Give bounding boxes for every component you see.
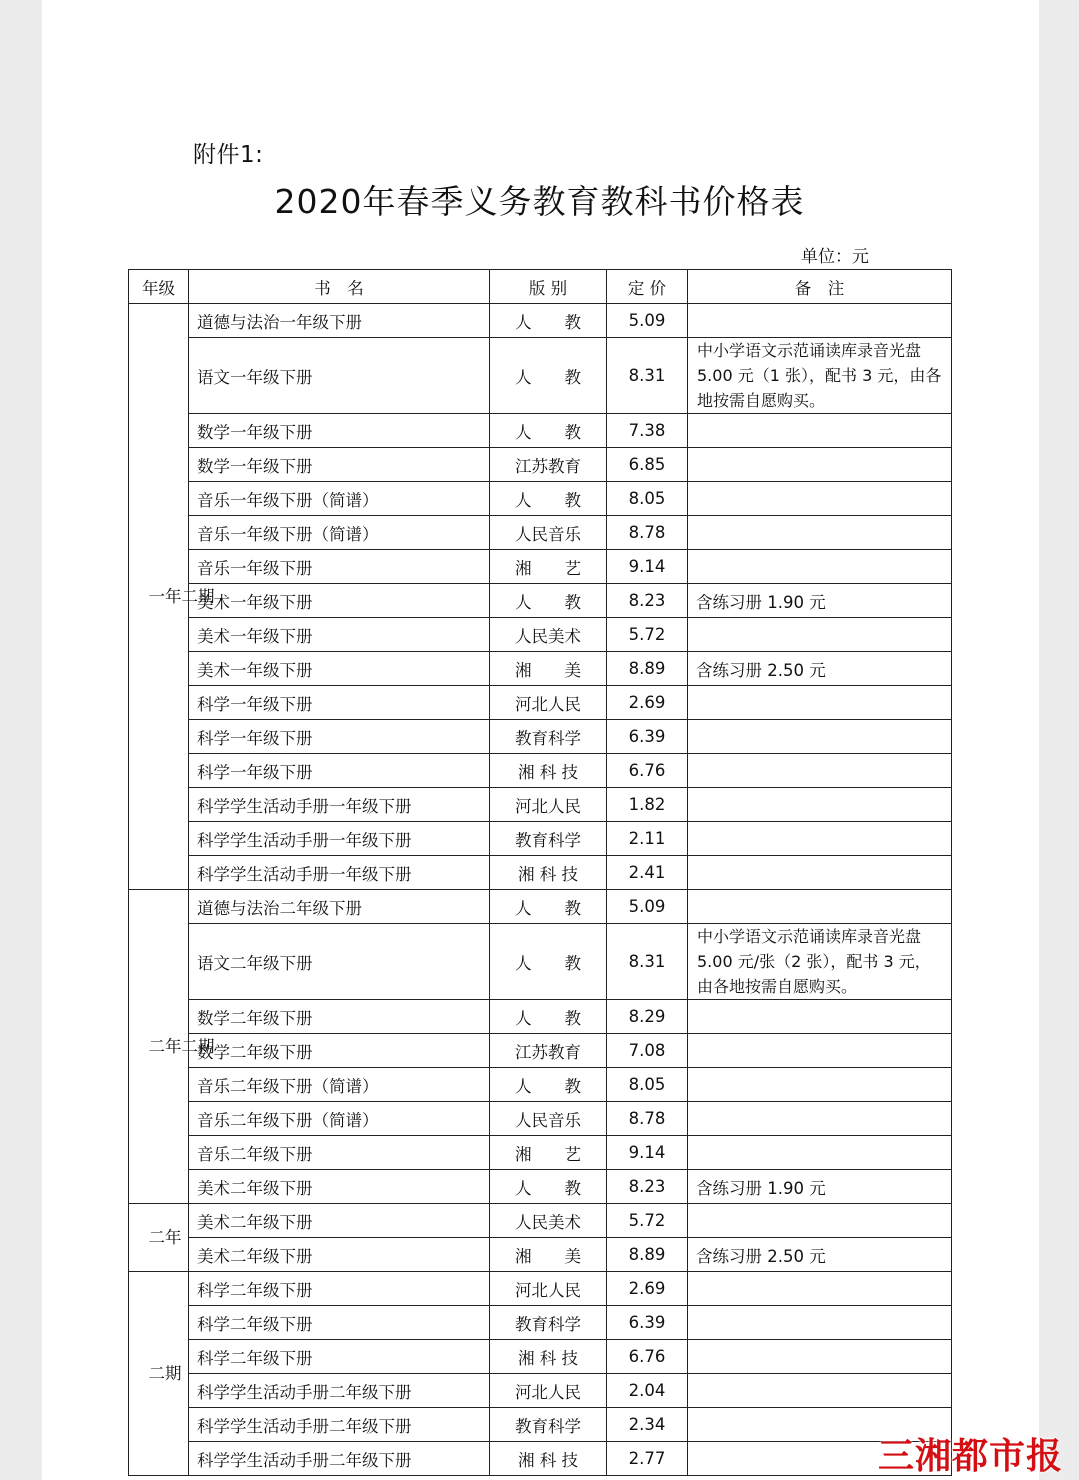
price-cell: 8.29 <box>607 1000 688 1034</box>
publisher-cell: 教育科学 <box>490 1408 607 1442</box>
grade-label: 二年二期 <box>148 1037 215 1056</box>
price-cell: 6.39 <box>607 720 688 754</box>
book-name-cell: 科学二年级下册 <box>189 1340 490 1374</box>
table-row <box>129 414 952 448</box>
grade-cell <box>129 890 215 1204</box>
grade-cell <box>129 304 215 890</box>
table-row <box>129 1306 952 1340</box>
publisher-cell: 人 教 <box>490 304 607 338</box>
table-row <box>129 890 952 924</box>
note-cell <box>688 516 952 550</box>
book-name-cell: 科学一年级下册 <box>189 754 490 788</box>
table-row <box>129 652 952 686</box>
book-name-cell: 美术二年级下册 <box>189 1170 490 1204</box>
book-name-cell: 数学二年级下册 <box>189 1034 490 1068</box>
note-cell: 含练习册 1.90 元 <box>688 584 952 618</box>
price-table <box>128 269 952 1476</box>
price-cell: 8.31 <box>607 924 688 1000</box>
table-row <box>129 1136 952 1170</box>
publisher-cell: 教育科学 <box>490 720 607 754</box>
newspaper-logo: 三湘都市报 <box>878 1436 1064 1477</box>
publisher-cell: 湘 科 技 <box>490 856 607 890</box>
publisher-cell: 江苏教育 <box>490 448 607 482</box>
note-cell: 含练习册 2.50 元 <box>688 1238 952 1272</box>
price-cell: 8.05 <box>607 1068 688 1102</box>
book-name-cell: 音乐一年级下册（简谱） <box>189 482 490 516</box>
note-cell <box>688 1272 952 1306</box>
price-cell: 8.89 <box>607 1238 688 1272</box>
book-name-cell: 数学一年级下册 <box>189 448 490 482</box>
table-header-row <box>129 270 952 304</box>
table-row <box>129 1102 952 1136</box>
table-row <box>129 1442 952 1476</box>
table-row <box>129 754 952 788</box>
book-name-cell: 道德与法治一年级下册 <box>189 304 490 338</box>
table-row <box>129 1340 952 1374</box>
note-cell <box>688 856 952 890</box>
note-cell <box>688 1034 952 1068</box>
note-cell <box>688 1102 952 1136</box>
note-cell <box>688 414 952 448</box>
note-cell <box>688 788 952 822</box>
book-name-cell: 语文二年级下册 <box>189 924 490 1000</box>
book-name-cell: 科学学生活动手册一年级下册 <box>189 822 490 856</box>
book-name-cell: 音乐二年级下册（简谱） <box>189 1102 490 1136</box>
price-cell: 2.69 <box>607 1272 688 1306</box>
note-cell <box>688 890 952 924</box>
price-cell: 5.72 <box>607 618 688 652</box>
price-cell: 5.09 <box>607 890 688 924</box>
publisher-cell: 人 教 <box>490 1000 607 1034</box>
note-cell <box>688 822 952 856</box>
publisher-cell: 人 教 <box>490 1068 607 1102</box>
note-cell <box>688 720 952 754</box>
table-row <box>129 584 952 618</box>
price-cell: 6.39 <box>607 1306 688 1340</box>
publisher-cell: 人民美术 <box>490 1204 607 1238</box>
book-name-cell: 科学学生活动手册二年级下册 <box>189 1442 490 1476</box>
publisher-cell: 教育科学 <box>490 822 607 856</box>
note-cell <box>688 1374 952 1408</box>
book-name-cell: 美术一年级下册 <box>189 584 490 618</box>
table-row <box>129 516 952 550</box>
price-cell: 1.82 <box>607 788 688 822</box>
price-cell: 8.78 <box>607 516 688 550</box>
publisher-cell: 人民音乐 <box>490 1102 607 1136</box>
price-cell: 2.04 <box>607 1374 688 1408</box>
publisher-cell: 人 教 <box>490 1170 607 1204</box>
price-cell: 2.41 <box>607 856 688 890</box>
publisher-cell: 人 教 <box>490 338 607 414</box>
publisher-cell: 湘 科 技 <box>490 754 607 788</box>
book-name-cell: 美术一年级下册 <box>189 652 490 686</box>
publisher-cell: 湘 艺 <box>490 1136 607 1170</box>
price-cell: 2.11 <box>607 822 688 856</box>
note-cell <box>688 1340 952 1374</box>
price-cell: 2.34 <box>607 1408 688 1442</box>
note-cell <box>688 1136 952 1170</box>
publisher-cell: 人 教 <box>490 414 607 448</box>
table-row <box>129 482 952 516</box>
table-row <box>129 304 952 338</box>
publisher-cell: 人 教 <box>490 924 607 1000</box>
publisher-cell: 河北人民 <box>490 686 607 720</box>
publisher-cell: 湘 美 <box>490 652 607 686</box>
price-cell: 9.14 <box>607 550 688 584</box>
header-note: 备 注 <box>688 270 952 304</box>
grade-label: 二期 <box>148 1364 182 1383</box>
book-name-cell: 音乐一年级下册 <box>189 550 490 584</box>
header-price: 定 价 <box>607 270 688 304</box>
table-row <box>129 1068 952 1102</box>
publisher-cell: 湘 科 技 <box>490 1340 607 1374</box>
book-name-cell: 音乐二年级下册（简谱） <box>189 1068 490 1102</box>
price-cell: 8.23 <box>607 584 688 618</box>
publisher-cell: 人 教 <box>490 890 607 924</box>
book-name-cell: 科学学生活动手册一年级下册 <box>189 788 490 822</box>
publisher-cell: 湘 科 技 <box>490 1442 607 1476</box>
note-cell <box>688 618 952 652</box>
note-cell <box>688 754 952 788</box>
note-cell: 中小学语文示范诵读库录音光盘 5.00 元（1 张），配书 3 元，由各地按需自愿购买。 <box>688 338 952 414</box>
publisher-cell: 湘 美 <box>490 1238 607 1272</box>
price-cell: 6.76 <box>607 754 688 788</box>
note-cell <box>688 686 952 720</box>
price-cell: 7.08 <box>607 1034 688 1068</box>
note-cell <box>688 304 952 338</box>
table-row <box>129 550 952 584</box>
table-row <box>129 686 952 720</box>
price-cell: 6.85 <box>607 448 688 482</box>
table-row <box>129 1238 952 1272</box>
table-row <box>129 1272 952 1306</box>
price-cell: 6.76 <box>607 1340 688 1374</box>
book-name-cell: 音乐二年级下册 <box>189 1136 490 1170</box>
book-name-cell: 美术一年级下册 <box>189 618 490 652</box>
book-name-cell: 数学一年级下册 <box>189 414 490 448</box>
price-cell: 8.23 <box>607 1170 688 1204</box>
table-row <box>129 618 952 652</box>
note-cell: 含练习册 1.90 元 <box>688 1170 952 1204</box>
price-cell: 8.89 <box>607 652 688 686</box>
price-cell: 2.69 <box>607 686 688 720</box>
note-cell <box>688 1000 952 1034</box>
publisher-cell: 河北人民 <box>490 1374 607 1408</box>
attachment-label: 附件1: <box>193 142 264 168</box>
table-row <box>129 1034 952 1068</box>
book-name-cell: 科学学生活动手册二年级下册 <box>189 1408 490 1442</box>
price-cell: 7.38 <box>607 414 688 448</box>
publisher-cell: 人 教 <box>490 584 607 618</box>
table-row <box>129 1170 952 1204</box>
grade-cell <box>129 1204 189 1272</box>
grade-label: 一年二期 <box>148 587 215 606</box>
book-name-cell: 音乐一年级下册（简谱） <box>189 516 490 550</box>
price-cell: 5.09 <box>607 304 688 338</box>
table-body <box>129 304 952 1476</box>
table-row <box>129 822 952 856</box>
note-cell <box>688 1204 952 1238</box>
publisher-cell: 河北人民 <box>490 1272 607 1306</box>
book-name-cell: 科学学生活动手册一年级下册 <box>189 856 490 890</box>
price-cell: 8.05 <box>607 482 688 516</box>
document-title: 2020年春季义务教育教科书价格表 <box>274 182 805 221</box>
book-name-cell: 科学学生活动手册二年级下册 <box>189 1374 490 1408</box>
table-row <box>129 720 952 754</box>
publisher-cell: 人民美术 <box>490 618 607 652</box>
header-name: 书 名 <box>189 270 490 304</box>
book-name-cell: 科学二年级下册 <box>189 1306 490 1340</box>
price-cell: 8.78 <box>607 1102 688 1136</box>
table-row <box>129 924 952 1000</box>
price-cell: 8.31 <box>607 338 688 414</box>
header-grade: 年级 <box>129 270 189 304</box>
book-name-cell: 科学一年级下册 <box>189 720 490 754</box>
unit-label: 单位：元 <box>801 247 869 267</box>
book-name-cell: 数学二年级下册 <box>189 1000 490 1034</box>
publisher-cell: 教育科学 <box>490 1306 607 1340</box>
note-cell: 含练习册 2.50 元 <box>688 652 952 686</box>
publisher-cell: 人 教 <box>490 482 607 516</box>
note-cell <box>688 1306 952 1340</box>
note-cell <box>688 448 952 482</box>
table-row <box>129 856 952 890</box>
book-name-cell: 科学一年级下册 <box>189 686 490 720</box>
publisher-cell: 江苏教育 <box>490 1034 607 1068</box>
price-cell: 5.72 <box>607 1204 688 1238</box>
table-row <box>129 1374 952 1408</box>
grade-cell <box>129 1272 189 1476</box>
note-cell: 中小学语文示范诵读库录音光盘 5.00 元/张（2 张），配书 3 元，由各地按需自愿购买。 <box>688 924 952 1000</box>
publisher-cell: 湘 艺 <box>490 550 607 584</box>
table-row <box>129 448 952 482</box>
book-name-cell: 道德与法治二年级下册 <box>189 890 490 924</box>
table-row <box>129 1000 952 1034</box>
publisher-cell: 河北人民 <box>490 788 607 822</box>
grade-label: 二年 <box>148 1228 182 1247</box>
book-name-cell: 科学二年级下册 <box>189 1272 490 1306</box>
book-name-cell: 语文一年级下册 <box>189 338 490 414</box>
price-cell: 2.77 <box>607 1442 688 1476</box>
note-cell <box>688 482 952 516</box>
table-row <box>129 1408 952 1442</box>
table-row <box>129 788 952 822</box>
header-publisher: 版 别 <box>490 270 607 304</box>
publisher-cell: 人民音乐 <box>490 516 607 550</box>
book-name-cell: 美术二年级下册 <box>189 1238 490 1272</box>
book-name-cell: 美术二年级下册 <box>189 1204 490 1238</box>
price-cell: 9.14 <box>607 1136 688 1170</box>
table-row <box>129 338 952 414</box>
note-cell <box>688 550 952 584</box>
table-row <box>129 1204 952 1238</box>
note-cell <box>688 1068 952 1102</box>
